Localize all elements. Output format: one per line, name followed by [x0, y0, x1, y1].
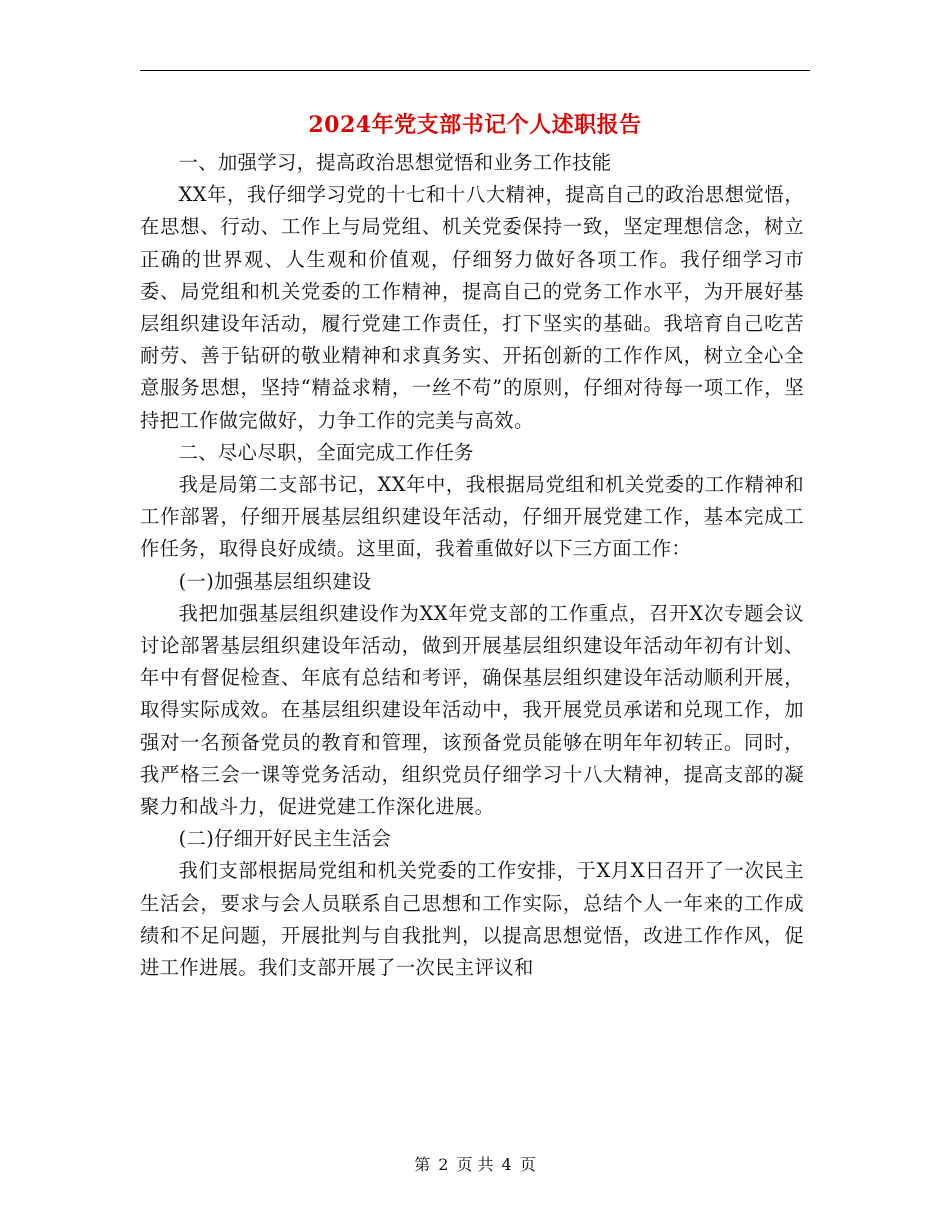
body-paragraph-1: XX年，我仔细学习党的十七和十八大精神，提高自己的政治思想觉悟，在思想、行动、工作上与局党组、机关党委保持一致，坚定理想信念，树立正确的世界观、人生观和价值观，仔细努力做好各项工作。我仔细学习市委、局党组和机关党委的工作精神，提高自己的党务工作水平，为开展好基层组织建设年活动，履行党建工作责任，打下坚实的基础。我培育自己吃苦耐劳、善于钻研的敬业精神和求真务实、开拓创新的工作作风，树立全心全意服务思想，坚持“精益求精，一丝不苟”的原则，仔细对待每一项工作，坚持把工作做完做好，力争工作的完美与高效。 [140, 183, 804, 432]
footer-current-page: 2 [438, 1155, 449, 1174]
body-paragraph-2: 我是局第二支部书记，XX年中，我根据局党组和机关党委的工作精神和工作部署，仔细开展基层组织建设年活动，仔细开展党建工作，基本完成工作任务，取得良好成绩。这里面，我着重做好以下三方面工作： [140, 473, 804, 561]
document-body [140, 147, 804, 984]
page-footer [0, 1153, 950, 1177]
body-paragraph-4: 我们支部根据局党组和机关党委的工作安排，于X月X日召开了一次民主生活会，要求与会人员联系自己思想和工作实际，总结个人一年来的工作成绩和不足问题，开展批判与自我批判，以提高思想觉悟，改进工作作风，促进工作进展。我们支部开展了一次民主评议和 [140, 859, 804, 980]
header-rule [140, 70, 810, 71]
body-paragraph-3: 我把加强基层组织建设作为XX年党支部的工作重点，召开X次专题会议讨论部署基层组织建设年活动，做到开展基层组织建设年活动年初有计划、年中有督促检查、年底有总结和考评，确保基层组织建设年活动顺利开展，取得实际成效。在基层组织建设年活动中，我开展党员承诺和兑现工作，加强对一名预备党员的教育和管理，该预备党员能够在明年年初转正。同时，我严格三会一课等党务活动，组织党员仔细学习十八大精神，提高支部的凝聚力和战斗力，促进党建工作深化进展。 [140, 601, 804, 819]
footer-suffix: 页 [519, 1155, 536, 1174]
section-heading-2: 二、尽心尽职，全面完成工作任务 [178, 440, 474, 464]
document-title: 2024年党支部书记个人述职报告 [308, 112, 642, 138]
subsection-heading-2: (二)仔细开好民主生活会 [178, 827, 392, 851]
section-heading-1: 一、加强学习，提高政治思想觉悟和业务工作技能 [178, 151, 612, 174]
subsection-heading-1: (一)加强基层组织建设 [178, 569, 372, 593]
footer-prefix: 第 [414, 1155, 431, 1174]
footer-total-pages: 4 [501, 1155, 512, 1174]
footer-middle: 页 共 [456, 1155, 494, 1174]
